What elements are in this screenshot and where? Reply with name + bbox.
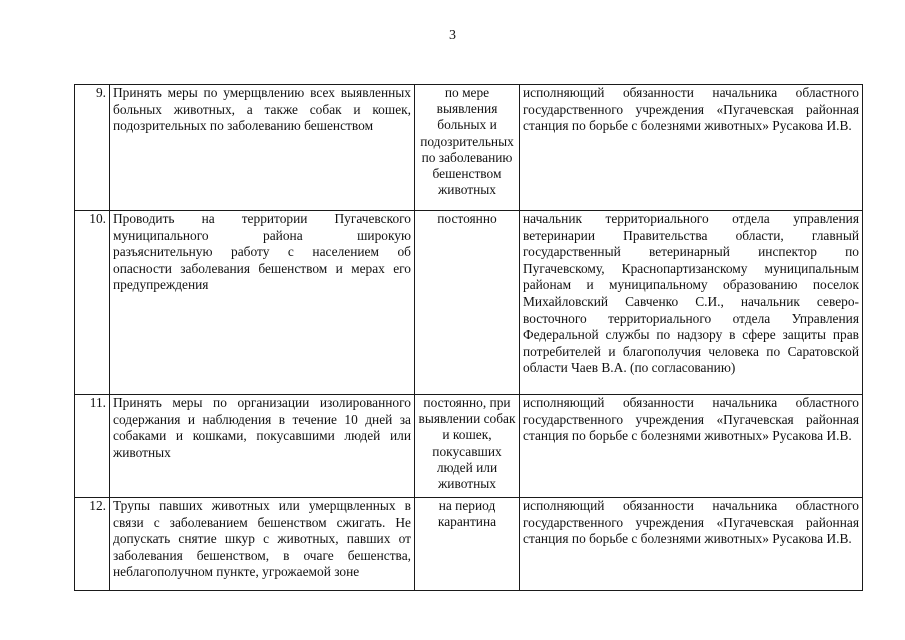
row-number: 11. bbox=[75, 395, 110, 498]
measure-text: Принять меры по организации изолированного содержания и наблюдения в течение 10 дней за собаками и кошками, покусавшими людей или животных bbox=[110, 395, 415, 498]
page-number: 3 bbox=[449, 28, 456, 43]
row-number: 9. bbox=[75, 85, 110, 211]
measures-table bbox=[74, 84, 863, 591]
term-text: по мере выявления больных и подозрительных по заболеванию бешенством животных bbox=[415, 85, 520, 211]
measure-text: Принять меры по умерщвлению всех выявленных больных животных, а также собак и кошек, подозрительных по заболеванию бешенством bbox=[110, 85, 415, 211]
row-number: 10. bbox=[75, 211, 110, 395]
table-row bbox=[75, 85, 863, 211]
responsible-text: исполняющий обязанности начальника областного государственного учреждения «Пугачевская районная станция по борьбе с болезнями животных» Русакова И.В. bbox=[520, 395, 863, 498]
term-text: на период карантина bbox=[415, 498, 520, 591]
responsible-text: исполняющий обязанности начальника областного государственного учреждения «Пугачевская районная станция по борьбе с болезнями животных» Русакова И.В. bbox=[520, 498, 863, 591]
term-text: постоянно bbox=[415, 211, 520, 395]
table-row bbox=[75, 498, 863, 591]
responsible-text: исполняющий обязанности начальника областного государственного учреждения «Пугачевская районная станция по борьбе с болезнями животных» Русакова И.В. bbox=[520, 85, 863, 211]
term-text: постоянно, при выявлении собак и кошек, покусавших людей или животных bbox=[415, 395, 520, 498]
measure-text: Проводить на территории Пугачевского муниципального района широкую разъяснительную работу с населением об опасности заболевания бешенством и мерах его предупреждения bbox=[110, 211, 415, 395]
measure-text: Трупы павших животных или умерщвленных в связи с заболеванием бешенством сжигать. Не допускать снятие шкур с животных, павших от заболевания бешенством, в очаге бешенства, неблагополучном пункте, угрожаемой зоне bbox=[110, 498, 415, 591]
responsible-text: начальник территориального отдела управления ветеринарии Правительства области, главный государственный ветеринарный инспектор по Пугачевскому, Краснопартизанскому муниципальным районам и муниципальному образованию поселок Михайловский Савченко С.И., начальник северо-восточного территориального отдела Управления Федеральной службы по надзору в сфере защиты прав потребителей и благополучия человека по Саратовской области Чаев В.А. (по согласованию) bbox=[520, 211, 863, 395]
table-row bbox=[75, 211, 863, 395]
table-row bbox=[75, 395, 863, 498]
row-number: 12. bbox=[75, 498, 110, 591]
